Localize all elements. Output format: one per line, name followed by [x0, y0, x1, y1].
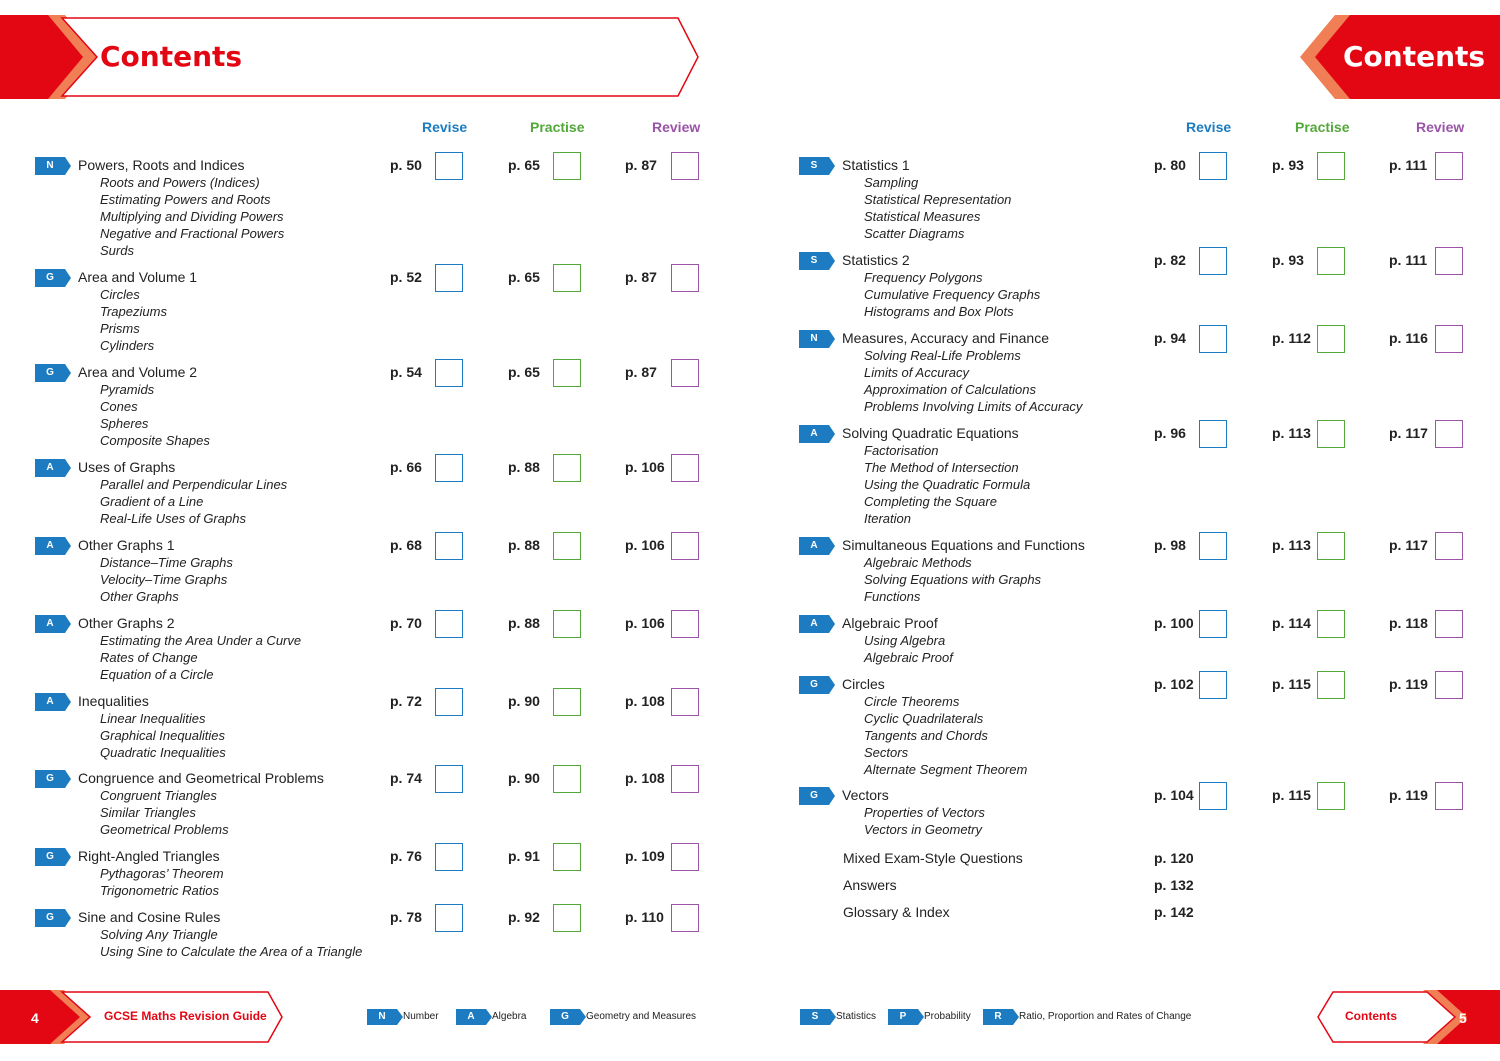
topic-badge: A [35, 693, 71, 711]
topic-title: Statistics 2 [842, 252, 910, 268]
toc-entry [799, 671, 1469, 777]
review-page: p. 119 [1389, 676, 1428, 692]
review-page: p. 108 [625, 770, 665, 786]
subtopic: Using Sine to Calculate the Area of a Triangle [100, 944, 363, 959]
topic-badge: A [799, 537, 835, 555]
revise-checkbox[interactable] [435, 152, 463, 180]
subtopic: Using the Quadratic Formula [864, 477, 1031, 492]
subtopic: Multiplying and Dividing Powers [100, 209, 284, 224]
subtopic: Histograms and Box Plots [864, 304, 1014, 319]
revise-page: p. 100 [1154, 615, 1194, 631]
subtopic-list [100, 632, 301, 683]
right-footer-banner [1315, 990, 1500, 1044]
extra-entry-title: Answers [843, 877, 897, 893]
practise-page: p. 113 [1272, 537, 1311, 553]
practise-page: p. 65 [508, 269, 540, 285]
topic-title: Measures, Accuracy and Finance [842, 330, 1049, 346]
toc-entry [799, 247, 1469, 319]
subtopic: Properties of Vectors [864, 805, 985, 820]
practise-page: p. 112 [1272, 330, 1311, 346]
legend-badge: G [550, 1009, 586, 1025]
subtopic: Quadratic Inequalities [100, 745, 226, 760]
revise-page: p. 104 [1154, 787, 1194, 803]
subtopic-list [100, 174, 284, 259]
page-number-left: 4 [31, 1010, 39, 1026]
col-header-practise: Practise [530, 119, 585, 135]
practise-checkbox[interactable] [1317, 532, 1345, 560]
topic-title: Area and Volume 1 [78, 269, 198, 285]
subtopic-list [100, 381, 210, 449]
practise-page: p. 91 [508, 848, 540, 864]
practise-page: p. 114 [1272, 615, 1311, 631]
legend-label: Geometry and Measures [586, 1011, 697, 1022]
col-header-revise-right: Revise [1186, 119, 1232, 135]
legend-badge: A [456, 1009, 492, 1025]
practise-page: p. 90 [508, 770, 540, 786]
subtopic-list [864, 442, 1030, 527]
review-page: p. 116 [1389, 330, 1428, 346]
practise-page: p. 115 [1272, 787, 1311, 803]
topic-badge: A [799, 615, 835, 633]
practise-checkbox[interactable] [1317, 247, 1345, 275]
review-page: p. 117 [1389, 537, 1428, 553]
practise-page: p. 65 [508, 364, 540, 380]
review-page: p. 109 [625, 848, 665, 864]
practise-page: p. 65 [508, 157, 540, 173]
revise-page: p. 74 [390, 770, 422, 786]
revise-page: p. 50 [390, 157, 422, 173]
toc-entry [35, 264, 705, 353]
revise-page: p. 94 [1154, 330, 1186, 346]
practise-page: p. 88 [508, 615, 540, 631]
topic-title: Powers, Roots and Indices [78, 157, 245, 173]
legend-badge: S [800, 1009, 836, 1025]
subtopic: Estimating the Area Under a Curve [100, 633, 302, 648]
review-checkbox[interactable] [671, 152, 699, 180]
subtopic: Cumulative Frequency Graphs [864, 287, 1041, 302]
topic-title: Sine and Cosine Rules [78, 909, 221, 925]
subtopic: Circles [100, 287, 140, 302]
subtopic: Problems Involving Limits of Accuracy [864, 399, 1083, 414]
topic-badge: G [35, 909, 71, 927]
subtopic: Iteration [864, 511, 911, 526]
revise-page: p. 76 [390, 848, 422, 864]
topic-badge: G [35, 848, 71, 866]
revise-page: p. 96 [1154, 425, 1186, 441]
review-checkbox[interactable] [1435, 325, 1463, 353]
subtopic: Approximation of Calculations [864, 382, 1036, 397]
revise-checkbox[interactable] [1199, 420, 1227, 448]
revise-page: p. 70 [390, 615, 422, 631]
extra-entry-page: p. 132 [1154, 877, 1194, 893]
subtopic: Other Graphs [100, 589, 179, 604]
review-checkbox[interactable] [671, 454, 699, 482]
topic-title: Solving Quadratic Equations [842, 425, 1019, 441]
practise-checkbox[interactable] [1317, 420, 1345, 448]
col-header-practise-right: Practise [1295, 119, 1350, 135]
legend-badge: P [888, 1009, 924, 1025]
topic-badge: A [35, 615, 71, 633]
topic-badge: A [799, 425, 835, 443]
subtopic: Sectors [864, 745, 909, 760]
practise-page: p. 88 [508, 537, 540, 553]
subtopic: Tangents and Chords [864, 728, 988, 743]
toc-entry [35, 152, 705, 258]
subtopic: Sampling [864, 175, 919, 190]
toc-entry [799, 610, 1469, 665]
toc-entry [799, 532, 1469, 604]
practise-page: p. 93 [1272, 252, 1304, 268]
revise-page: p. 78 [390, 909, 422, 925]
page-title-right: Contents [1343, 40, 1486, 73]
subtopic: Similar Triangles [100, 805, 196, 820]
extra-entry-title: Mixed Exam-Style Questions [843, 850, 1023, 866]
topic-badge: N [799, 330, 835, 348]
subtopic-list [100, 865, 224, 899]
subtopic-list [100, 926, 362, 960]
revise-page: p. 54 [390, 364, 422, 380]
subtopic-list [864, 347, 1082, 415]
practise-page: p. 113 [1272, 425, 1311, 441]
review-checkbox[interactable] [1435, 247, 1463, 275]
practise-checkbox[interactable] [1317, 782, 1345, 810]
legend-label: Number [403, 1011, 439, 1022]
topic-badge: A [35, 459, 71, 477]
toc-entry [799, 420, 1469, 526]
subtopic-list [100, 286, 167, 354]
topic-badge: G [35, 269, 71, 287]
practise-checkbox[interactable] [553, 359, 581, 387]
practise-page: p. 92 [508, 909, 540, 925]
subtopic: Graphical Inequalities [100, 728, 226, 743]
subtopic-list [864, 174, 1011, 242]
topic-badge: G [799, 787, 835, 805]
subtopic: Statistical Representation [864, 192, 1012, 207]
subtopic-list [100, 476, 287, 527]
topic-badge: S [799, 252, 835, 270]
practise-checkbox[interactable] [553, 264, 581, 292]
subtopic: Gradient of a Line [100, 494, 204, 509]
revise-page: p. 82 [1154, 252, 1186, 268]
revise-checkbox[interactable] [435, 359, 463, 387]
practise-page: p. 115 [1272, 676, 1311, 692]
revise-checkbox[interactable] [1199, 671, 1227, 699]
subtopic-list [864, 632, 953, 666]
page-number-right: 5 [1459, 1010, 1467, 1026]
review-checkbox[interactable] [1435, 152, 1463, 180]
subtopic-list [100, 710, 226, 761]
toc-entry [35, 359, 705, 448]
topic-badge: G [799, 676, 835, 694]
topic-title: Uses of Graphs [78, 459, 176, 475]
topic-title: Congruence and Geometrical Problems [78, 770, 324, 786]
subtopic: Pythagoras’ Theorem [100, 866, 224, 881]
revise-checkbox[interactable] [435, 904, 463, 932]
subtopic: Parallel and Perpendicular Lines [100, 477, 288, 492]
toc-entry [35, 765, 705, 837]
practise-checkbox[interactable] [553, 904, 581, 932]
topic-badge: G [35, 364, 71, 382]
subtopic-list [864, 693, 1027, 778]
revise-checkbox[interactable] [435, 843, 463, 871]
review-page: p. 87 [625, 269, 657, 285]
subtopic: Distance–Time Graphs [100, 555, 233, 570]
subtopic: Solving Real-Life Problems [864, 348, 1021, 363]
subtopic: Vectors in Geometry [864, 822, 983, 837]
review-checkbox[interactable] [671, 532, 699, 560]
subtopic: Estimating Powers and Roots [100, 192, 271, 207]
topic-title: Other Graphs 1 [78, 537, 175, 553]
review-page: p. 111 [1389, 252, 1428, 268]
revise-checkbox[interactable] [1199, 247, 1227, 275]
review-page: p. 87 [625, 364, 657, 380]
review-checkbox[interactable] [671, 264, 699, 292]
subtopic: Solving Equations with Graphs [864, 572, 1042, 587]
subtopic-list [864, 554, 1041, 605]
review-checkbox[interactable] [671, 688, 699, 716]
toc-entry [35, 843, 705, 898]
topic-badge: G [35, 770, 71, 788]
practise-checkbox[interactable] [553, 454, 581, 482]
toc-entry [35, 904, 705, 959]
subtopic: Roots and Powers (Indices) [100, 175, 260, 190]
review-checkbox[interactable] [671, 610, 699, 638]
legend-label: Ratio, Proportion and Rates of Change [1019, 1011, 1192, 1022]
subtopic-list [864, 804, 985, 838]
review-page: p. 110 [625, 909, 664, 925]
subtopic: Limits of Accuracy [864, 365, 969, 380]
review-checkbox[interactable] [1435, 671, 1463, 699]
legend-label: Statistics [836, 1011, 877, 1022]
topic-badge: A [35, 537, 71, 555]
legend-label: Algebra [492, 1011, 527, 1022]
review-page: p. 117 [1389, 425, 1428, 441]
col-header-revise: Revise [422, 119, 468, 135]
legend-item [550, 1009, 810, 1025]
review-checkbox[interactable] [1435, 610, 1463, 638]
review-page: p. 106 [625, 459, 665, 475]
review-page: p. 106 [625, 615, 665, 631]
subtopic: Algebraic Proof [864, 650, 953, 665]
revise-checkbox[interactable] [1199, 152, 1227, 180]
subtopic: Cones [100, 399, 138, 414]
revise-checkbox[interactable] [435, 765, 463, 793]
subtopic: Using Algebra [864, 633, 946, 648]
subtopic: Equation of a Circle [100, 667, 214, 682]
review-checkbox[interactable] [671, 904, 699, 932]
subtopic: Solving Any Triangle [100, 927, 218, 942]
subtopic-list [100, 554, 233, 605]
subtopic: Negative and Fractional Powers [100, 226, 285, 241]
revise-page: p. 52 [390, 269, 422, 285]
subtopic: Scatter Diagrams [864, 226, 965, 241]
subtopic: Geometrical Problems [100, 822, 229, 837]
subtopic-list [864, 269, 1040, 320]
topic-title: Other Graphs 2 [78, 615, 175, 631]
topic-badge: S [799, 157, 835, 175]
review-checkbox[interactable] [671, 359, 699, 387]
revise-checkbox[interactable] [435, 688, 463, 716]
revise-checkbox[interactable] [435, 454, 463, 482]
legend-label: Probability [924, 1011, 971, 1022]
review-page: p. 87 [625, 157, 657, 173]
review-checkbox[interactable] [671, 765, 699, 793]
subtopic: Cyclic Quadrilaterals [864, 711, 984, 726]
revise-checkbox[interactable] [435, 610, 463, 638]
revise-checkbox[interactable] [1199, 610, 1227, 638]
toc-entry [799, 152, 1469, 241]
review-page: p. 119 [1389, 787, 1428, 803]
revise-page: p. 102 [1154, 676, 1194, 692]
subtopic: Circle Theorems [864, 694, 960, 709]
subtopic: Prisms [100, 321, 140, 336]
review-page: p. 111 [1389, 157, 1428, 173]
subtopic: Real-Life Uses of Graphs [100, 511, 246, 526]
review-checkbox[interactable] [1435, 420, 1463, 448]
subtopic: Pyramids [100, 382, 155, 397]
practise-page: p. 90 [508, 693, 540, 709]
revise-page: p. 66 [390, 459, 422, 475]
extra-entry-page: p. 120 [1154, 850, 1194, 866]
review-checkbox[interactable] [1435, 532, 1463, 560]
col-header-review-right: Review [1416, 119, 1465, 135]
revise-checkbox[interactable] [1199, 325, 1227, 353]
topic-title: Inequalities [78, 693, 149, 709]
practise-page: p. 93 [1272, 157, 1304, 173]
topic-title: Vectors [842, 787, 889, 803]
revise-page: p. 80 [1154, 157, 1186, 173]
subtopic: Cylinders [100, 338, 155, 353]
review-page: p. 106 [625, 537, 665, 553]
practise-checkbox[interactable] [553, 610, 581, 638]
toc-entry [799, 325, 1469, 414]
subtopic: Statistical Measures [864, 209, 981, 224]
practise-checkbox[interactable] [1317, 671, 1345, 699]
topic-title: Area and Volume 2 [78, 364, 198, 380]
subtopic-list [100, 787, 229, 838]
subtopic: Frequency Polygons [864, 270, 983, 285]
toc-entry [35, 532, 705, 604]
toc-entry [35, 688, 705, 760]
legend-badge: R [983, 1009, 1019, 1025]
book-title: GCSE Maths Revision Guide [104, 1009, 267, 1023]
practise-checkbox[interactable] [553, 152, 581, 180]
subtopic: Congruent Triangles [100, 788, 217, 803]
practise-checkbox[interactable] [553, 765, 581, 793]
toc-entry [35, 454, 705, 526]
practise-checkbox[interactable] [553, 843, 581, 871]
review-checkbox[interactable] [671, 843, 699, 871]
subtopic: Factorisation [864, 443, 939, 458]
extra-entry-title: Glossary & Index [843, 904, 950, 920]
practise-checkbox[interactable] [553, 532, 581, 560]
practise-checkbox[interactable] [1317, 152, 1345, 180]
revise-page: p. 68 [390, 537, 422, 553]
subtopic: Rates of Change [100, 650, 198, 665]
subtopic: Composite Shapes [100, 433, 210, 448]
topic-title: Statistics 1 [842, 157, 910, 173]
review-page: p. 118 [1389, 615, 1428, 631]
topic-title: Algebraic Proof [842, 615, 938, 631]
subtopic: Surds [100, 243, 134, 258]
subtopic: Functions [864, 589, 921, 604]
topic-badge: N [35, 157, 71, 175]
subtopic: Alternate Segment Theorem [864, 762, 1028, 777]
toc-entry [35, 610, 705, 682]
practise-page: p. 88 [508, 459, 540, 475]
revise-page: p. 98 [1154, 537, 1186, 553]
topic-title: Simultaneous Equations and Functions [842, 537, 1085, 553]
review-page: p. 108 [625, 693, 665, 709]
subtopic: Spheres [100, 416, 149, 431]
revise-checkbox[interactable] [435, 264, 463, 292]
subtopic: Linear Inequalities [100, 711, 206, 726]
page-title: Contents [100, 40, 243, 73]
subtopic: Trapeziums [100, 304, 167, 319]
subtopic: The Method of Intersection [864, 460, 1019, 475]
revise-checkbox[interactable] [435, 532, 463, 560]
legend-item [983, 1009, 1243, 1025]
revise-checkbox[interactable] [1199, 532, 1227, 560]
practise-checkbox[interactable] [1317, 325, 1345, 353]
footer-section-label: Contents [1345, 1009, 1397, 1023]
topic-title: Right-Angled Triangles [78, 848, 220, 864]
extra-entry-page: p. 142 [1154, 904, 1194, 920]
practise-checkbox[interactable] [1317, 610, 1345, 638]
toc-entry [799, 782, 1469, 837]
topic-title: Circles [842, 676, 885, 692]
subtopic: Velocity–Time Graphs [100, 572, 228, 587]
subtopic: Completing the Square [864, 494, 997, 509]
col-header-review: Review [652, 119, 701, 135]
review-checkbox[interactable] [1435, 782, 1463, 810]
revise-checkbox[interactable] [1199, 782, 1227, 810]
subtopic: Trigonometric Ratios [100, 883, 219, 898]
practise-checkbox[interactable] [553, 688, 581, 716]
legend-badge: N [367, 1009, 403, 1025]
subtopic: Algebraic Methods [864, 555, 972, 570]
revise-page: p. 72 [390, 693, 422, 709]
